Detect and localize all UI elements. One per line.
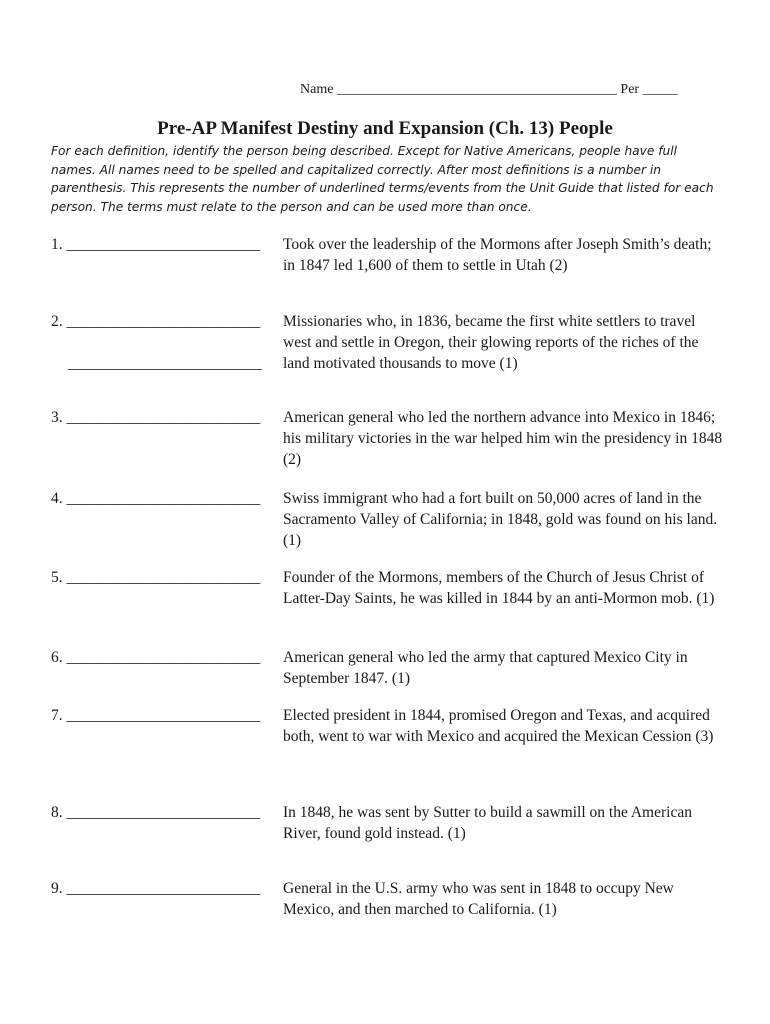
answer-blank: 2. _________________________	[51, 313, 261, 330]
answer-blank: 1. _________________________	[51, 236, 261, 253]
definition: American general who led the army that captured Mexico City in September 1847. (1)	[283, 649, 688, 687]
name-period-line: Name ________________________________________ Per _____	[300, 82, 678, 97]
answer-blank: 7. _________________________	[51, 707, 261, 724]
answer-blank: 9. _________________________	[51, 880, 261, 897]
instructions: For each definition, identify the person being described. Except for Native Americans, people have full names. All names need to be spelled and capitalized correctly. After most definitions is a number in parenthesis. This represents the number of underlined terms/events from the Unit Guide that listed for each person. The terms must relate to the person and can be used more than once.	[51, 144, 714, 214]
page-title: Pre-AP Manifest Destiny and Expansion (Ch. 13) People	[157, 118, 613, 139]
definition: Swiss immigrant who had a fort built on 50,000 acres of land in the Sacramento Valley of California; in 1848, gold was found on his land. (1)	[283, 490, 718, 549]
answer-blank: 6. _________________________	[51, 649, 261, 666]
answer-blank: 5. _________________________	[51, 569, 261, 586]
definition: Took over the leadership of the Mormons after Joseph Smith’s death; in 1847 led 1,600 of them to settle in Utah (2)	[283, 236, 712, 274]
definition: Founder of the Mormons, members of the Church of Jesus Christ of Latter-Day Saints, he was killed in 1844 by an anti-Mormon mob. (1)	[283, 569, 715, 607]
definition: Elected president in 1844, promised Oregon and Texas, and acquired both, went to war with Mexico and acquired the Mexican Cession (3)	[283, 707, 714, 745]
answer-blank: 3. _________________________	[51, 409, 261, 426]
answer-blank: 4. _________________________	[51, 490, 261, 507]
answer-blank-second: _________________________	[68, 355, 262, 372]
definition: Missionaries who, in 1836, became the first white settlers to travel west and settle in Oregon, their glowing reports of the riches of the land motivated thousands to move (1)	[283, 313, 699, 372]
definition: American general who led the northern advance into Mexico in 1846; his military victories in the war helped him win the presidency in 1848 (2)	[283, 409, 723, 468]
answer-blank: 8. _________________________	[51, 804, 261, 821]
definition: General in the U.S. army who was sent in 1848 to occupy New Mexico, and then marched to California. (1)	[283, 880, 674, 918]
definition: In 1848, he was sent by Sutter to build a sawmill on the American River, found gold instead. (1)	[283, 804, 692, 842]
